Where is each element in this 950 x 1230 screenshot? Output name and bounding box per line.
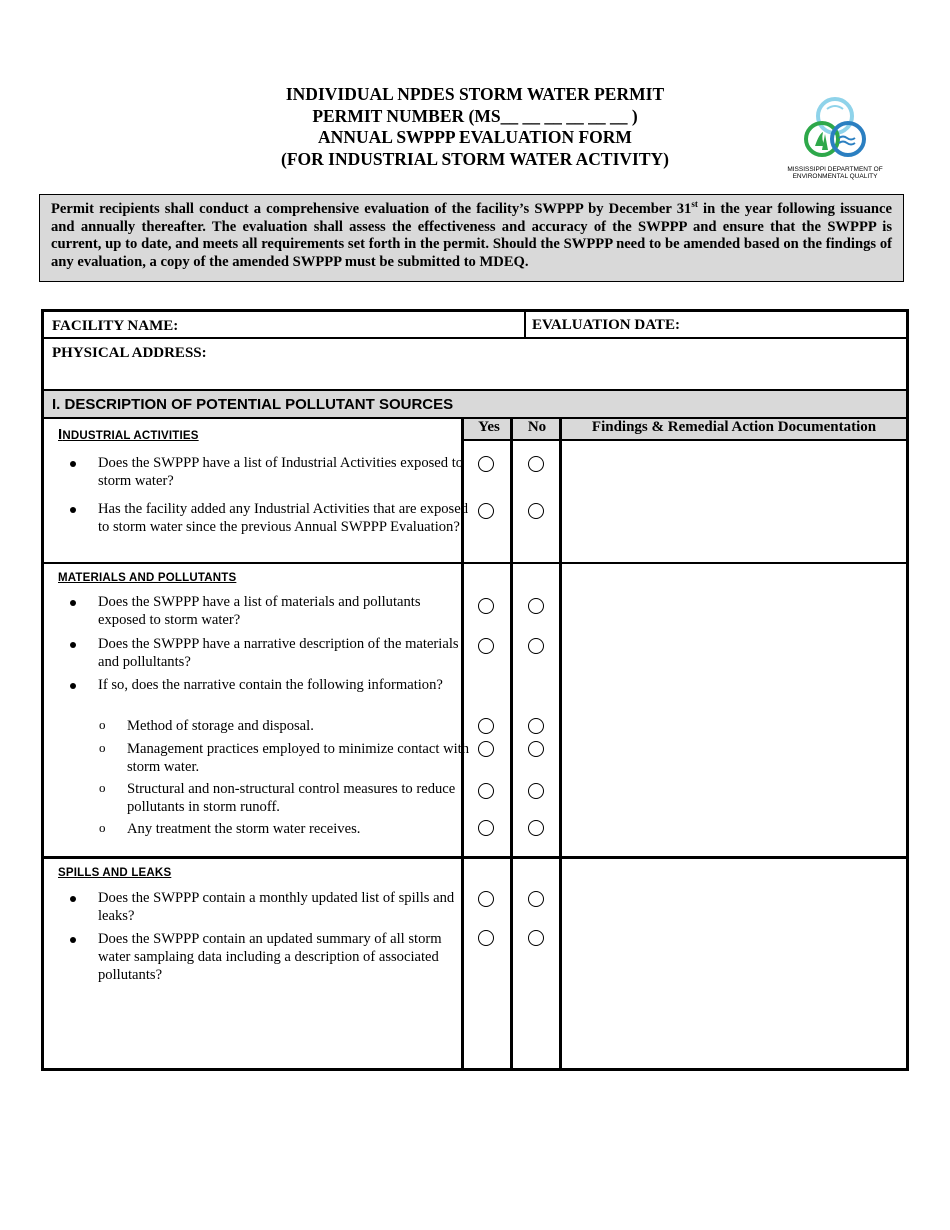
evaluation-date-label: EVALUATION DATE: <box>532 317 680 333</box>
question-materials-2: Does the SWPPP have a narrative description of the materials and pollultants? <box>98 636 459 670</box>
question-materials-1: Does the SWPPP have a list of materials and pollutants exposed to storm water? <box>98 594 421 628</box>
radio-yes-materials-2[interactable] <box>478 638 494 654</box>
radio-yes-spills-1[interactable] <box>478 891 494 907</box>
question-spills-1: Does the SWPPP contain a monthly updated list of spills and leaks? <box>98 890 455 924</box>
radio-no-spills-2[interactable] <box>528 930 544 946</box>
category-spills-and-leaks: SPILLS AND LEAKS <box>58 867 172 879</box>
subquestion-treatment: Any treatment the storm water receives. <box>127 821 361 837</box>
title-line-1: INDIVIDUAL NPDES STORM WATER PERMIT <box>285 84 665 104</box>
radio-no-industrial-2[interactable] <box>528 503 544 519</box>
question-spills-2: Does the SWPPP contain an updated summary of all storm water samplaing data including a description of associated pollutants? <box>98 931 442 983</box>
radio-no-treatment[interactable] <box>528 820 544 836</box>
category-industrial-activities: INDUSTRIAL ACTIVITIES <box>58 426 199 443</box>
form-title <box>200 84 750 170</box>
radio-yes-spills-2[interactable] <box>478 930 494 946</box>
category-materials-and-pollutants: MATERIALS AND POLLUTANTS <box>58 572 237 584</box>
column-yes: Yes <box>478 419 500 435</box>
title-line-4: (FOR INDUSTRIAL STORM WATER ACTIVITY) <box>281 148 669 169</box>
question-industrial-1: Does the SWPPP have a list of Industrial Activities exposed to storm water? <box>98 455 464 489</box>
bullet <box>70 683 76 689</box>
section-title: I. DESCRIPTION OF POTENTIAL POLLUTANT SOURCES <box>52 396 454 413</box>
column-no: No <box>527 419 547 435</box>
logo-caption: MISSISSIPPI DEPARTMENT OF ENVIRONMENTAL QUALITY <box>787 166 883 180</box>
radio-no-storage-disposal[interactable] <box>528 718 544 734</box>
radio-yes-industrial-1[interactable] <box>478 456 494 472</box>
subquestion-storage-disposal: Method of storage and disposal. <box>127 718 314 734</box>
radio-no-management-practices[interactable] <box>528 741 544 757</box>
radio-no-industrial-1[interactable] <box>528 456 544 472</box>
subquestion-management-practices: Management practices employed to minimize contact with storm water. <box>127 741 470 775</box>
bullet <box>70 600 76 606</box>
evaluation-form <box>41 309 909 1071</box>
mdeq-logo <box>785 94 885 186</box>
facility-name-label: FACILITY NAME: <box>52 318 179 334</box>
mdeq-logo-icon <box>785 94 885 166</box>
radio-yes-storage-disposal[interactable] <box>478 718 494 734</box>
sub-bullet: o <box>99 780 106 795</box>
bullet <box>70 937 76 943</box>
sub-bullet: o <box>99 717 106 732</box>
physical-address-label: PHYSICAL ADDRESS: <box>52 345 207 361</box>
bullet <box>70 461 76 467</box>
question-materials-3: If so, does the narrative contain the following information? <box>98 677 443 693</box>
radio-no-control-measures[interactable] <box>528 783 544 799</box>
radio-yes-materials-1[interactable] <box>478 598 494 614</box>
question-industrial-2: Has the facility added any Industrial Activities that are exposed to storm water since the previous Annual SWPPP Evaluation? <box>98 501 468 535</box>
bullet <box>70 642 76 648</box>
title-line-2: PERMIT NUMBER (MS__ __ __ __ __ __ ) <box>312 105 638 126</box>
radio-yes-industrial-2[interactable] <box>478 503 494 519</box>
sub-bullet: o <box>99 740 106 755</box>
subquestion-control-measures: Structural and non-structural control measures to reduce pollutants in storm runoff. <box>127 781 456 815</box>
evaluation-notice: Permit recipients shall conduct a comprehensive evaluation of the facility’s SWPPP by December 31st in the year following issuance and annually thereafter. The evaluation shall assess the effectiveness and accuracy of the SWPPP and ensure that the SWPPP is current, up to date, and meets all requirements set forth in the permit. Should the SWPPP need to be amended based on the findings of any evaluation, a copy of the amended SWPPP must be submitted to MDEQ. <box>39 194 904 282</box>
radio-yes-management-practices[interactable] <box>478 741 494 757</box>
title-line-3: ANNUAL SWPPP EVALUATION FORM <box>318 127 632 147</box>
column-findings: Findings & Remedial Action Documentation <box>591 419 877 435</box>
radio-no-materials-1[interactable] <box>528 598 544 614</box>
sub-bullet: o <box>99 820 106 835</box>
radio-no-materials-2[interactable] <box>528 638 544 654</box>
bullet <box>70 507 76 513</box>
bullet <box>70 896 76 902</box>
radio-yes-treatment[interactable] <box>478 820 494 836</box>
radio-yes-control-measures[interactable] <box>478 783 494 799</box>
radio-no-spills-1[interactable] <box>528 891 544 907</box>
